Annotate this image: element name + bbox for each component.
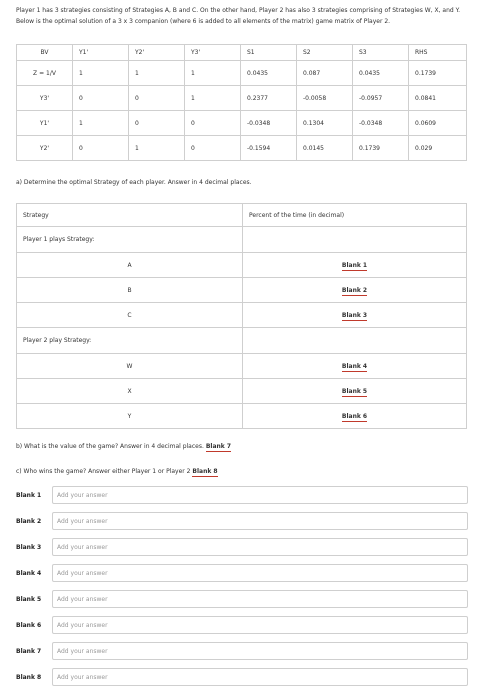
answer-label: Blank 2 [16,517,42,525]
strategy-name: B [17,278,243,303]
simplex-cell: 0.0435 [241,61,297,86]
answer-row [16,615,468,635]
simplex-table [16,44,467,161]
answer-label: Blank 6 [16,621,42,629]
simplex-cell: 1 [185,61,241,86]
strategy-name: A [17,253,243,278]
simplex-row [17,61,467,86]
simplex-cell: 0.0841 [409,86,467,111]
simplex-cell: 0.2377 [241,86,297,111]
answer-input-blank-1[interactable] [52,486,468,504]
simplex-header-cell: Y2' [129,45,185,61]
answer-label: Blank 7 [16,647,42,655]
answer-row [16,511,468,531]
strategy-name: Y [17,404,243,429]
strategy-row [17,253,467,278]
simplex-row [17,86,467,111]
simplex-cell: 0 [185,111,241,136]
simplex-header-cell: S3 [353,45,409,61]
simplex-header-cell: Y1' [73,45,129,61]
answer-row [16,589,468,609]
answer-list [16,485,468,693]
percent-col-header: Percent of the time (in decimal) [243,204,467,227]
answer-label: Blank 5 [16,595,42,603]
player2-label: Player 2 play Strategy: [17,328,243,354]
simplex-cell: 0.0435 [353,61,409,86]
blank-8-link[interactable]: Blank 8 [192,468,218,475]
strategy-name: X [17,379,243,404]
answer-input-blank-8[interactable] [52,668,468,686]
answer-label: Blank 3 [16,543,42,551]
simplex-cell: 1 [185,86,241,111]
strategy-row [17,303,467,328]
question-intro: Player 1 has 3 strategies consisting of Strategies A, B and C. On the other hand, Player 2 has also 3 strategies comprising of Strategies W, X, and Y. Below is the optimal solution of a 3 x 3 companion (where 6 is added to all elements of the matrix) game matrix of Player 2. [16,7,460,25]
simplex-header-cell: S2 [297,45,353,61]
simplex-cell: 0.029 [409,136,467,161]
blank-1-link[interactable]: Blank 1 [341,261,368,269]
strategy-name: C [17,303,243,328]
blank-7-link[interactable]: Blank 7 [205,443,232,450]
question-c-text: c) Who wins the game? Answer either Player 1 or Player 2 [16,468,191,475]
simplex-header-cell: Y3' [185,45,241,61]
simplex-header-cell: RHS [409,45,467,61]
strategy-row [17,379,467,404]
question-a: a) Determine the optimal Strategy of each player. Answer in 4 decimal places. [16,179,252,186]
answer-row [16,485,468,505]
answer-row [16,537,468,557]
simplex-cell: 0.0145 [297,136,353,161]
simplex-cell: -0.0058 [297,86,353,111]
simplex-cell: 0 [129,86,185,111]
simplex-cell: 0.087 [297,61,353,86]
simplex-cell: Z = 1/V [17,61,73,86]
blank-6-link[interactable]: Blank 6 [341,412,368,420]
simplex-cell: Y1' [17,111,73,136]
simplex-cell: 1 [129,136,185,161]
simplex-row [17,111,467,136]
answer-label: Blank 8 [16,673,42,681]
simplex-cell: -0.0957 [353,86,409,111]
simplex-cell: 1 [129,61,185,86]
simplex-cell: Y3' [17,86,73,111]
simplex-cell: -0.1594 [241,136,297,161]
player2-label-row [17,328,467,354]
blank-2-link[interactable]: Blank 2 [341,286,368,294]
simplex-cell: 0 [73,136,129,161]
simplex-cell: -0.0348 [353,111,409,136]
answer-row [16,641,468,661]
simplex-header-cell: S1 [241,45,297,61]
simplex-cell: 0.0609 [409,111,467,136]
simplex-cell: 0.1304 [297,111,353,136]
player1-label-row [17,227,467,253]
strategy-table [16,203,467,429]
simplex-cell: Y2' [17,136,73,161]
simplex-header-cell: BV [17,45,73,61]
strategy-row [17,278,467,303]
answer-input-blank-7[interactable] [52,642,468,660]
simplex-header-row [17,45,467,61]
blank-5-link[interactable]: Blank 5 [341,387,368,395]
strategy-col-header: Strategy [17,204,243,227]
answer-row [16,667,468,687]
simplex-cell: 0 [73,86,129,111]
strategy-row [17,354,467,379]
simplex-cell: 0 [129,111,185,136]
answer-input-blank-5[interactable] [52,590,468,608]
simplex-cell: -0.0348 [241,111,297,136]
strategy-header-row [17,204,467,227]
strategy-name: W [17,354,243,379]
blank-4-link[interactable]: Blank 4 [341,362,368,370]
simplex-cell: 0 [185,136,241,161]
player1-label: Player 1 plays Strategy: [17,227,243,253]
question-b [16,443,231,450]
simplex-row [17,136,467,161]
answer-input-blank-6[interactable] [52,616,468,634]
answer-label: Blank 4 [16,569,42,577]
answer-input-blank-2[interactable] [52,512,468,530]
simplex-cell: 1 [73,111,129,136]
answer-label: Blank 1 [16,491,42,499]
answer-input-blank-4[interactable] [52,564,468,582]
question-b-text: b) What is the value of the game? Answer in 4 decimal places. [16,443,204,450]
blank-3-link[interactable]: Blank 3 [341,311,368,319]
simplex-cell: 0.1739 [409,61,467,86]
simplex-cell: 1 [73,61,129,86]
simplex-cell: 0.1739 [353,136,409,161]
answer-row [16,563,468,583]
question-c [16,468,218,475]
answer-input-blank-3[interactable] [52,538,468,556]
strategy-row [17,404,467,429]
